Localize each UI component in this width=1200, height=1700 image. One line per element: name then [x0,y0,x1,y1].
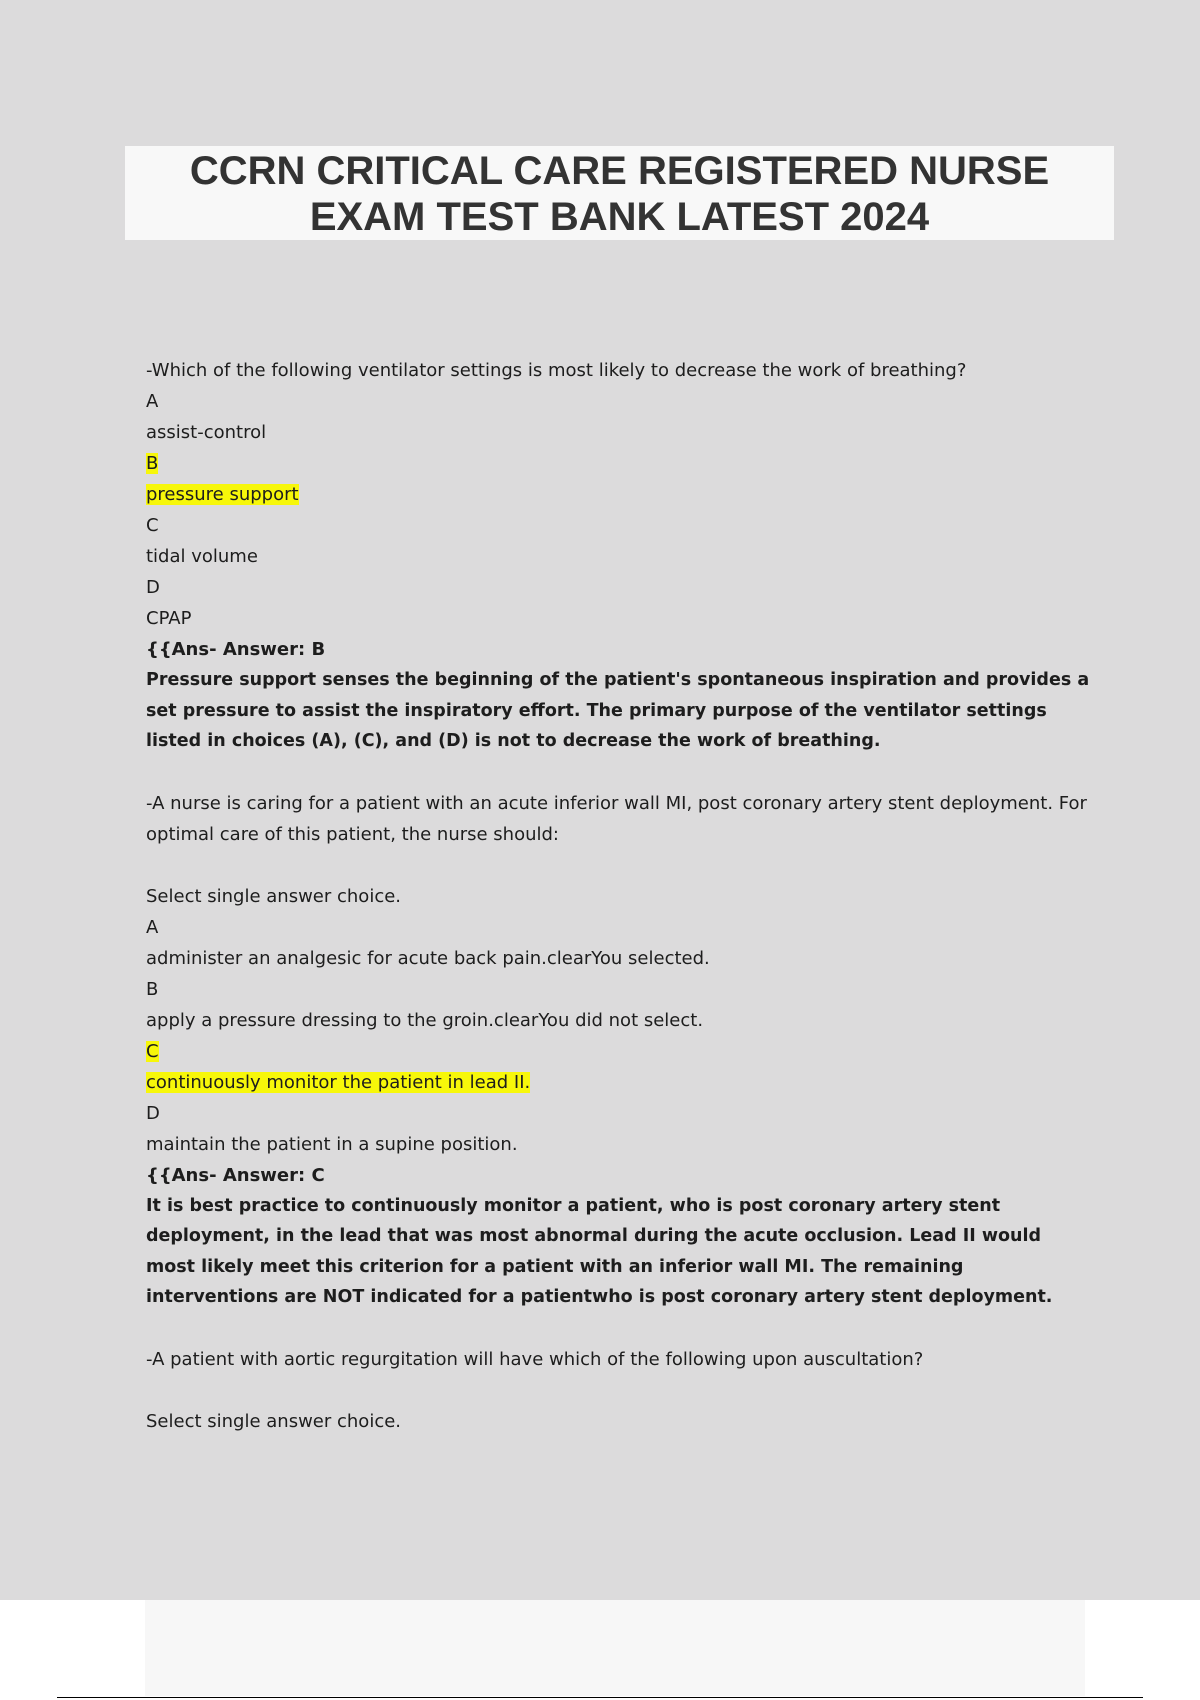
choice-letter-a: A [146,916,159,938]
choice-text-c-highlighted: continuously monitor the patient in lead II. [146,1071,531,1093]
choice-letter-c-highlighted: C [146,1040,159,1062]
document-title [125,146,1114,240]
question-1-prompt: -Which of the following ventilator settings is most likely to decrease the work of breathing? [146,360,967,381]
choice-letter-d: D [146,577,160,598]
title-line-1: CCRN CRITICAL CARE REGISTERED NURSE [189,149,1050,193]
choice-letter-b: B [146,978,159,1000]
choice-text-a: administer an analgesic for acute back pain.clearYou selected. [146,947,710,969]
answer-label: {{Ans- Answer: C [146,1164,325,1186]
answer-explanation: It is best practice to continuously monitor a patient, who is post coronary artery stent deployment, in the lead that was most abnormal during the acute occlusion. Lead II would most likely meet this criterion for a patient with an inferior wall MI. The remaining interventions are NOT indicated for a patientwho is post coronary artery stent deployment. [146,1195,1053,1307]
question-3-prompt: -A patient with aortic regurgitation will have which of the following upon auscultation? [146,1348,924,1370]
choice-letter-d: D [146,1102,160,1124]
title-line-2: EXAM TEST BANK LATEST 2024 [309,195,930,239]
choice-letter-a: A [146,391,159,412]
question-content [146,355,1096,1437]
question-2-prompt: -A nurse is caring for a patient with an acute inferior wall MI, post coronary artery stent deployment. For optimal care of this patient, the nurse should: [146,792,1087,845]
question-2 [146,788,1096,1313]
choice-text-d: CPAP [146,608,192,629]
choice-text-d: maintain the patient in a supine position. [146,1133,518,1155]
choice-text-b: apply a pressure dressing to the groin.clearYou did not select. [146,1009,704,1031]
question-3 [146,1344,1096,1437]
answer-explanation: Pressure support senses the beginning of the patient's spontaneous inspiration and provides a set pressure to assist the inspiratory effort. The primary purpose of the ventilator settings listed in choices (A), (C), and (D) is not to decrease the work of breathing. [146,670,1090,751]
page-divider-line [57,1697,1143,1698]
choice-text-b-highlighted: pressure support [146,484,299,505]
choice-letter-c: C [146,515,159,536]
next-page-preview [0,1600,1200,1700]
answer-label: {{Ans- Answer: B [146,639,326,660]
question-1 [146,355,1096,757]
next-page-shade [145,1600,1085,1696]
question-2-instruction: Select single answer choice. [146,885,402,907]
question-3-instruction: Select single answer choice. [146,1410,402,1432]
choice-text-c: tidal volume [146,546,258,567]
choice-text-a: assist-control [146,422,267,443]
choice-letter-b-highlighted: B [146,453,159,474]
